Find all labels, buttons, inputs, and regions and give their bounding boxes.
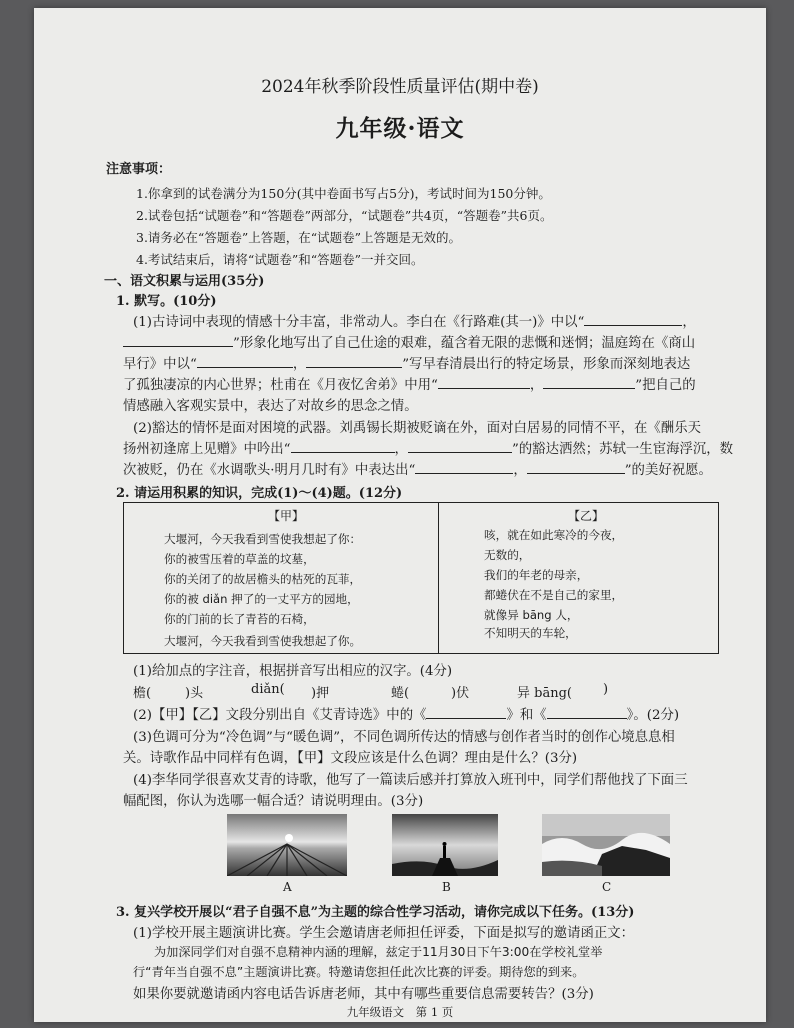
q2-sub3-line1: (3)色调可分为“冷色调”与“暖色调”，不同色调所传达的情感与创作者当时的创作心境息息相 — [133, 730, 675, 745]
q1-part1-line3: 早行》中以“ ， ”写早春清晨出行的特定场景，形象而深刻地表达 — [123, 353, 690, 372]
poem-jia-line: 你的关闭了的故居檐头的枯死的瓦菲， — [164, 572, 362, 586]
section-title: 一、语文积累与运用(35分) — [104, 274, 265, 289]
q3-ask: 如果你要就邀请函内容电话告诉唐老师，其中有哪些重要信息需要转告？(3分) — [133, 987, 594, 1002]
picture-label: B — [442, 880, 451, 894]
q1-part2-line1: (2)豁达的情怀是面对困境的武器。刘禹锡长期被贬谪在外，面对白居易的同情不平，在《酬乐天 — [133, 421, 701, 436]
invite-line2: 行“青年当自强不息”主题演讲比赛。特邀请您担任此次比赛的评委。期待您的到来。 — [133, 965, 585, 979]
yi-label: 【乙】 — [568, 509, 605, 523]
pinyin-item: diǎn( — [251, 682, 285, 697]
poem-yi-line: 就像异 bāng 人， — [484, 608, 579, 622]
exam-page-lower — [34, 8, 766, 1022]
question-1-title: 1. 默写。(10分) — [116, 294, 217, 309]
poem-yi-line: 我们的年老的母亲， — [484, 568, 589, 582]
q1-part1-line4: 了孤独凄凉的内心世界；杜甫在《月夜忆舍弟》中用“ ， ”把自己的 — [123, 374, 696, 393]
poem-yi-line: 不知明天的车轮， — [484, 626, 577, 640]
q1-part1-line2: ”形象化地写出了自己仕途的艰难，蕴含着无限的悲慨和迷惘；温庭筠在《商山 — [123, 332, 695, 351]
jia-label: 【甲】 — [268, 509, 305, 523]
pinyin-item: ) — [603, 682, 609, 697]
poem-jia-line: 大堰河，今天我看到雪使我想起了你： — [164, 532, 362, 546]
q2-sub4-line1: (4)李华同学很喜欢艾青的诗歌，他写了一篇读后感并打算放入班刊中，同学们帮他找了下面三 — [133, 773, 688, 788]
pinyin-item: )伏 — [451, 686, 470, 701]
poem-jia-line: 你的被雪压着的草盖的坟墓， — [164, 552, 315, 566]
notice-heading: 注意事项： — [106, 162, 172, 177]
poem-jia-line: 大堰河，今天我看到雪使我想起了你。 — [164, 634, 362, 648]
poem-jia-line: 你的被 diǎn 押了的一丈平方的园地， — [164, 592, 359, 606]
picture-label: A — [283, 880, 292, 894]
notice-item: 1.你拿到的试卷满分为150分(其中卷面书写占5分)，考试时间为150分钟。 — [136, 186, 551, 201]
notice-item: 3.请务必在“答题卷”上答题，在“试题卷”上答题是无效的。 — [136, 230, 461, 245]
question-3-title: 3. 复兴学校开展以“君子自强不息”为主题的综合性学习活动，请你完成以下任务。(13分) — [116, 905, 635, 920]
poem-jia-line: 你的门前的长了青苔的石椅， — [164, 612, 315, 626]
pinyin-item: 异 bāng( — [517, 686, 572, 701]
notice-item: 4.考试结束后，请将“试题卷”和“答题卷”一并交回。 — [136, 252, 424, 267]
pinyin-item: )押 — [311, 686, 330, 701]
picture-label: C — [602, 880, 612, 894]
exam-title: 2024年秋季阶段性质量评估(期中卷) — [261, 77, 539, 97]
q2-sub3-line2: 关。诗歌作品中同样有色调，【甲】文段应该是什么色调？理由是什么？(3分) — [123, 751, 578, 766]
pinyin-item: 蜷( — [391, 686, 410, 701]
exam-subject: 九年级·语文 — [335, 115, 465, 142]
q3-sub1: (1)学校开展主题演讲比赛。学生会邀请唐老师担任评委，下面是拟写的邀请函正文： — [133, 926, 635, 941]
q2-sub1: (1)给加点的字注音，根据拼音写出相应的汉字。(4分) — [133, 664, 453, 679]
q1-part2-line2: 扬州初逢席上见赠》中吟出“ ， ”的豁达洒然；苏轼一生宦海浮沉，数 — [123, 438, 733, 457]
q1-part2-line3: 次被贬，仍在《水调歌头·明月几时有》中表达出“ ， ”的美好祝愿。 — [123, 459, 712, 478]
pinyin-item: 檐( — [133, 686, 152, 701]
q2-sub4-line2: 幅配图，你认为选哪一幅合适？请说明理由。(3分) — [123, 794, 424, 809]
poem-yi-line: 咳，就在如此寒冷的今夜， — [484, 528, 624, 542]
pinyin-item: )头 — [185, 686, 204, 701]
question-2-title: 2. 请运用积累的知识，完成(1)～(4)题。(12分) — [116, 486, 403, 501]
q2-sub2: (2)【甲】【乙】文段分别出自《艾青诗选》中的《 》和《 》。(2分) — [133, 704, 679, 723]
poem-yi-line: 无数的， — [484, 548, 531, 562]
poem-yi-line: 都蜷伏在不是自己的家里， — [484, 588, 624, 602]
q1-part1-line1: (1)古诗词中表现的情感十分丰富，非常动人。李白在《行路难(其一)》中以“ ， — [133, 311, 696, 330]
q1-part1-line5: 情感融入客观实景中，表达了对故乡的思念之情。 — [123, 399, 418, 414]
footer-page-number: 九年级语文 第 1 页 — [346, 1005, 454, 1019]
notice-item: 2.试卷包括“试题卷”和“答题卷”两部分，“试题卷”共4页，“答题卷”共6页。 — [136, 208, 553, 223]
invite-line1: 为加深同学们对自强不息精神内涵的理解，兹定于11月30日下午3:00在学校礼堂举 — [154, 945, 603, 959]
